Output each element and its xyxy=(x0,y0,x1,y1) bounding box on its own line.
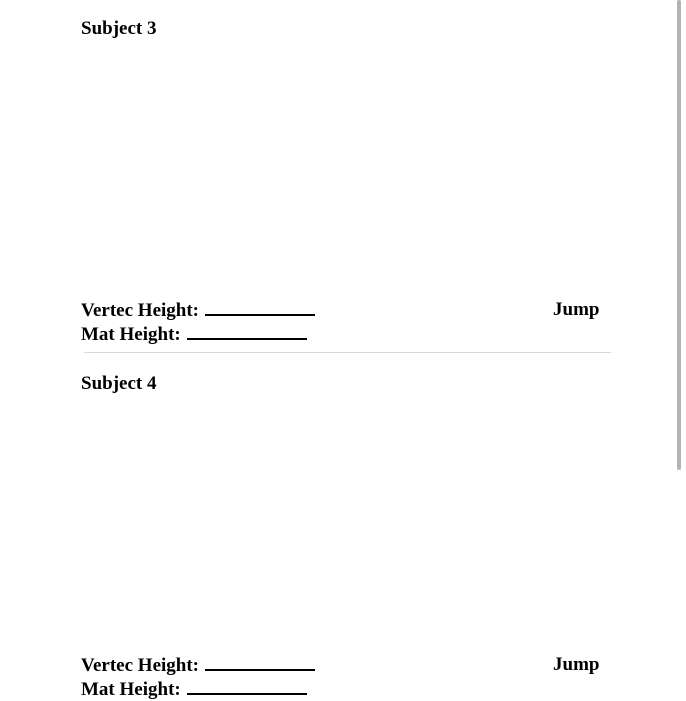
subject-3-title: Subject 3 xyxy=(81,18,157,39)
subject-3-vertec-height-field xyxy=(81,299,315,322)
subject-4-mat-height-field xyxy=(81,678,307,701)
subject-3-jump-label: Jump xyxy=(553,299,600,320)
scrollbar-thumb[interactable] xyxy=(677,0,681,470)
subject-4-title: Subject 4 xyxy=(81,373,157,394)
vertec-height-blank xyxy=(205,299,315,316)
vertec-height-blank xyxy=(205,654,315,671)
subject-4-jump-label: Jump xyxy=(553,654,600,675)
mat-height-label: Mat Height: xyxy=(81,679,181,700)
subject-4-vertec-height-field xyxy=(81,654,315,677)
vertec-height-label: Vertec Height: xyxy=(81,655,199,676)
mat-height-blank xyxy=(187,678,307,695)
vertec-height-label: Vertec Height: xyxy=(81,300,199,321)
subject-3-mat-height-field xyxy=(81,323,307,346)
scrollbar-track[interactable] xyxy=(676,0,686,700)
mat-height-blank xyxy=(187,323,307,340)
section-divider xyxy=(84,352,611,353)
mat-height-label: Mat Height: xyxy=(81,324,181,345)
